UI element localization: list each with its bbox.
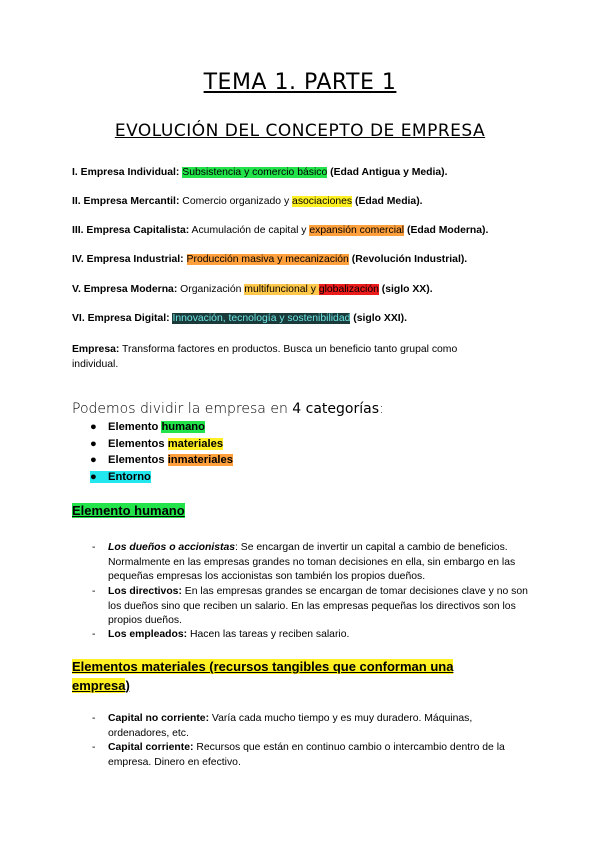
list-item: Los directivos: En las empresas grandes se encargan de tomar decisiones clave y no son los dueños sino que reciben un salario. En las empresas pequeñas los directivos son los propios dueños. [108,586,528,627]
highlight: Producción masiva y mecanización [186,254,349,265]
era-line-3: III. Empresa Capitalista: Acumulación de capital y expansión comercial (Edad Moderna). [72,225,489,236]
highlight: globalización [318,284,379,295]
dash-icon: - [92,542,96,553]
page-title: TEMA 1. PARTE 1 [203,70,397,95]
dash-icon: - [92,713,96,724]
era-line-2: II. Empresa Mercantil: Comercio organizado y asociaciones (Edad Media). [72,196,423,207]
list-item: ● Elementos inmateriales [90,454,233,466]
section-heading-materiales: Elementos materiales (recursos tangibles que conforman una empresa) [72,659,454,693]
dash-icon: - [92,586,96,597]
list-item: Los dueños o accionistas: Se encargan de invertir un capital a cambio de beneficios. Normalmente en las empresas grandes no toman decisiones en ella, sin embargo en las pequeñas empresas los accionistas son también los propios dueños. [108,542,516,583]
list-item: Capital no corriente: Varía cada mucho tiempo y es muy duradero. Máquinas, ordenadores, etc. [108,713,473,739]
bullet-icon: ● [90,421,97,433]
highlight: expansión comercial [309,225,405,236]
era-line-5: V. Empresa Moderna: Organización multifuncional y globalización (siglo XX). [72,284,433,295]
bullet-icon: ● [90,471,108,483]
list-item: ● Entorno [90,470,151,483]
empresa-definition: Empresa: Transforma factores en productos. Busca un beneficio tanto grupal como individual. [72,344,458,370]
list-item: ● Elementos materiales [90,437,224,450]
categories-intro: Podemos dividir la empresa en 4 categorías: [72,401,384,417]
bullet-icon: ● [90,454,97,466]
highlight: Innovación, tecnología y sostenibilidad [172,313,351,324]
page-subtitle: EVOLUCIÓN DEL CONCEPTO DE EMPRESA [114,121,486,141]
era-line-4: IV. Empresa Industrial: Producción masiva y mecanización (Revolución Industrial). [72,254,468,265]
highlight: Subsistencia y comercio básico [182,167,328,178]
list-item: Capital corriente: Recursos que están en continuo cambio o intercambio dentro de la empresa. Dinero en efectivo. [108,742,505,768]
era-line-6: VI. Empresa Digital: Innovación, tecnología y sostenibilidad (siglo XXI). [72,313,407,324]
highlight: multifuncional y [244,284,319,295]
list-item: Los empleados: Hacen las tareas y reciben salario. [108,629,350,640]
highlight: asociaciones [292,196,353,207]
section-heading-humano: Elemento humano [72,503,185,518]
era-line-1: I. Empresa Individual: Subsistencia y comercio básico (Edad Antigua y Media). [72,167,448,178]
dash-icon: - [92,629,96,640]
list-item: ● Elemento humano [90,421,205,433]
dash-icon: - [92,742,96,753]
categories-list [90,421,233,487]
bullet-icon: ● [90,437,97,450]
